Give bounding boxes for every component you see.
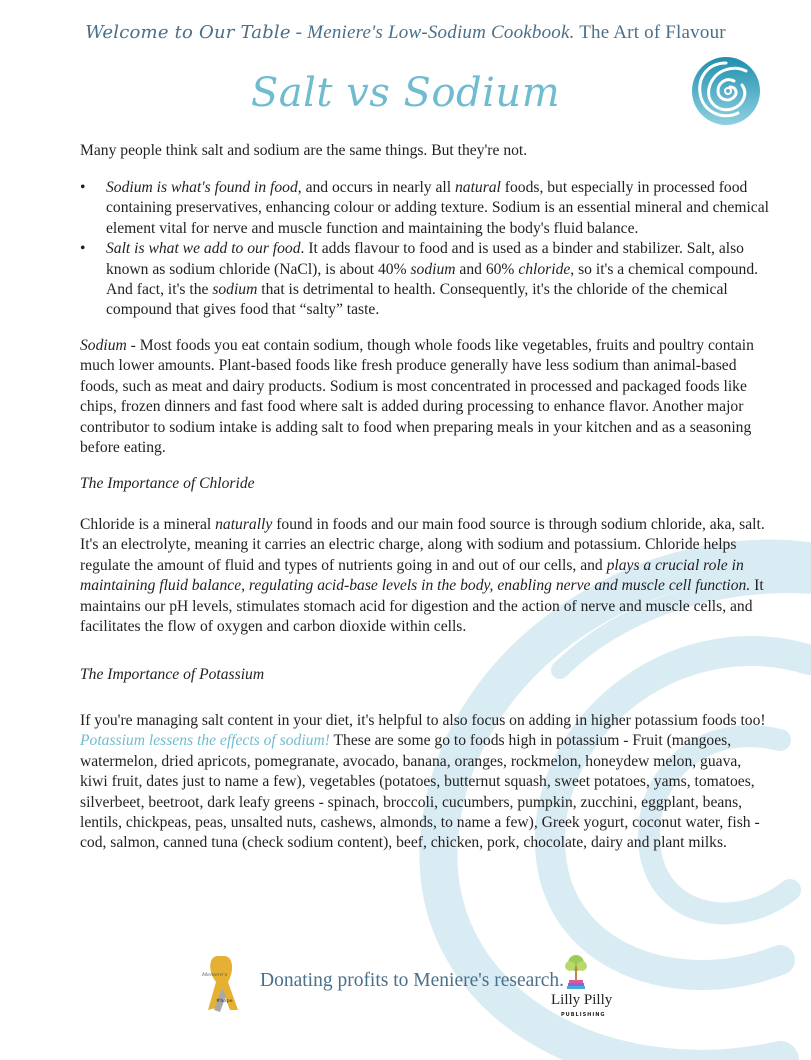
intro-paragraph: Many people think salt and sodium are the same things. But they're not. (80, 142, 528, 159)
text-run: that is detrimental to health. Consequently, it's the chloride of the chemical compound that gives food that “salty” taste. (106, 281, 728, 319)
lilly-pilly-tree-logo-icon (563, 954, 589, 994)
chloride-heading: The Importance of Chloride (80, 475, 255, 492)
publisher-name: Lilly Pilly (551, 992, 613, 1008)
emphasis: sodium (410, 260, 456, 278)
text-run: It maintains our pH levels, stimulates stomach acid for digestion and the action of nerve and muscle cells, and facilitates the flow of oxygen and carbon dioxide within cells. (80, 577, 764, 636)
emphasis: plays a crucial role in maintaining fluid balance, regulating acid-base levels in the body, enabling nerve and muscle cell function. (80, 556, 751, 595)
potassium-highlight: Potassium lessens the effects of sodium! (80, 732, 330, 750)
text-run: These are some go to foods high in potassium - Fruit (mangoes, watermelon, dried apricots, pomegranate, avocado, banana, oranges, rockmelon, honeydew melon, guava, kiwi fruit, dates just to name a few), vegetables (potatoes, butternut squash, sweet potatoes, yams, tomatoes, silverbeet, beetroot, dark leafy greens - spinach, broccoli, cucumbers, pumpkin, zucchini, eggplant, beans, lentils, chickpeas, peas, unsalted nuts, cashews, almonds, to name a few), Greek yogurt, coconut water, fish - cod, salmon, canned tuna (check sodium content), beef, chicken, pork, chocolate, dairy and plant milks. (80, 732, 760, 852)
text-run: . It adds flavour to food and is used as a binder and stabilizer. Salt, also known as sodium chloride (NaCl), is about 40% (106, 240, 744, 278)
text-run: If you're managing salt content in your diet, it's helpful to also focus on adding in higher potassium foods too! (80, 712, 766, 729)
donation-note: Donating profits to Meniere's research. (260, 970, 565, 991)
publisher-subtitle: PUBLISHING (561, 1012, 606, 1018)
chloride-paragraph (80, 515, 770, 637)
emphasis: natural (454, 179, 501, 196)
swirl-logo-icon (690, 55, 762, 127)
page-footer (0, 952, 811, 1023)
bullet-lead: Sodium is what's found in food (106, 179, 298, 196)
header-book-title: Meniere's Low-Sodium Cookbook. (307, 22, 575, 43)
sodium-paragraph (80, 336, 770, 458)
awareness-ribbon-icon (200, 952, 250, 1012)
salt-sodium-bullet-list (80, 178, 770, 321)
text-run: Chloride is a mineral (80, 516, 216, 533)
potassium-paragraph (80, 711, 770, 854)
text-run: - Most foods you eat contain sodium, though whole foods like vegetables, fruits and poultry contain much lower amounts. Plant-based foods like fresh produce generally have less sodium than animal-based foods, such as meat and dairy products. Sodium is most concentrated in processed and packaged foods like chips, frozen dinners and fast food where salt is added during processing to enhance flavor. Another major contributor to sodium intake is adding salt to food when preparing meals in your kitchen and as a seasoning before eating. (80, 337, 754, 457)
emphasis: sodium (212, 281, 258, 299)
bullet-item-salt (80, 239, 770, 321)
svg-text:#hope: #hope (216, 998, 233, 1004)
emphasis: chloride (518, 260, 571, 278)
text-run: foods, but especially in processed food containing preservatives, enhancing colour or adding texture. Sodium is an essential mineral and chemical element vital for nerve and muscle function and maintaining the body's fluid balance. (106, 179, 769, 237)
page-title: Salt vs Sodium (250, 70, 561, 116)
svg-text:Meniere's: Meniere's (202, 972, 228, 978)
text-run: and 60% (455, 260, 519, 278)
emphasis: naturally (215, 516, 273, 533)
bullet-lead: Salt is what we add to our food (106, 240, 301, 258)
potassium-heading: The Importance of Potassium (80, 666, 265, 683)
text-run: , so it's a chemical compound. And fact, it's the (106, 260, 759, 299)
bullet-item-sodium (80, 178, 770, 239)
text-run: found in foods and our main food source is through sodium chloride, aka, salt. It's an electrolyte, meaning it carries an electric charge, along with sodium and potassium. Chloride helps regulate the amount of fluid and types of nutrients going in and out of our cells, and (80, 516, 765, 574)
sodium-lead: Sodium (80, 337, 127, 354)
bullet-icon: • (80, 179, 86, 196)
bullet-icon: • (80, 240, 86, 258)
header-separator: - (290, 22, 308, 43)
text-run: , and occurs in nearly all (297, 179, 455, 196)
header-tagline: The Art of Flavour (574, 22, 726, 43)
running-header (0, 22, 811, 44)
header-welcome: Welcome to Our Table (85, 22, 291, 43)
